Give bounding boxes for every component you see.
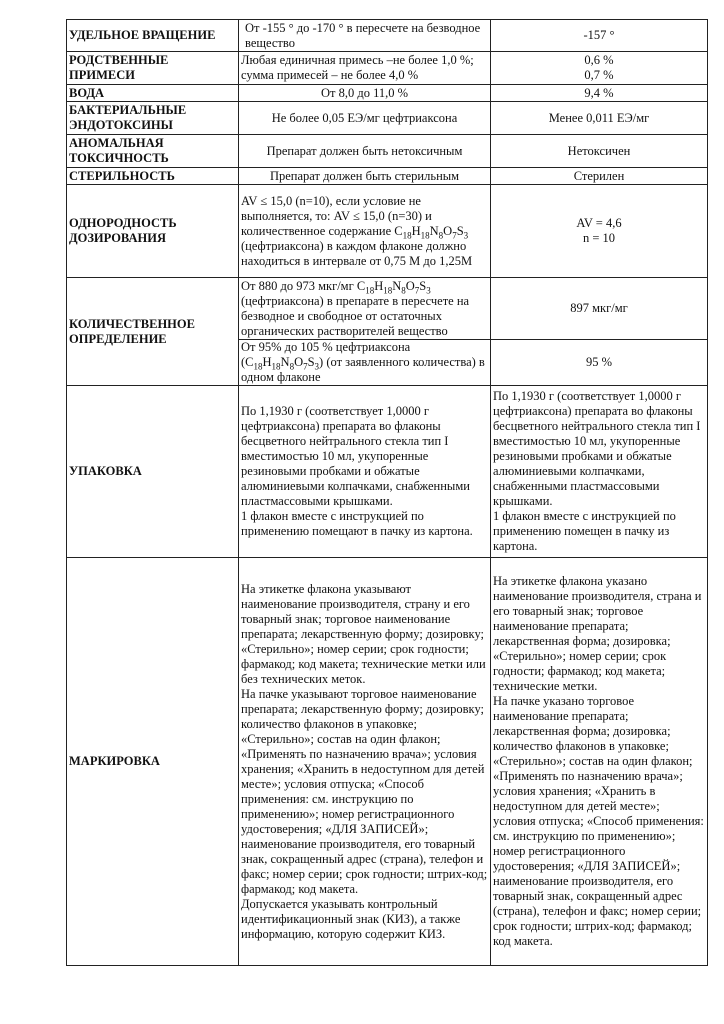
- table-row-packaging: [67, 386, 708, 558]
- norm-line: Любая единичная примесь –не более 1,0 %;: [241, 53, 474, 67]
- norm-cell: Препарат должен быть нетоксичным: [239, 135, 491, 168]
- norm-cell: [239, 52, 491, 85]
- norm-line: сумма примесей – не более 4,0 %: [241, 68, 419, 82]
- result-cell: На этикетке флакона указано наименование производителя, страна и его товарный знак; торговое наименование препарата; лекарственная форма; дозировка; «Стерильно»; номер серии; срок годности; фармакод; код макета; технические метки. На пачке указано торговое наименование препарата; лекарственная форма; дозировка; количество флаконов в упаковке; «Стерильно»; состав на один флакон; «Применять по назначению врача»; условия хранения; «Хранить в недоступном для детей месте»; условия отпуска; «Способ применения: см. инструкцию по применению»; номер регистрационного удостоверения; «ДЛЯ ЗАПИСЕЙ»; наименование производителя, его товарный знак, сокращенный адрес (страна), телефон и факс; номер серии; срок годности; штрих-код; фармакод; код макета.: [491, 558, 708, 966]
- norm-cell: AV ≤ 15,0 (n=10), если условие не выполняется, то: AV ≤ 15,0 (n=30) и количественное содержание $C_{18}H_{18}N_8O_7S_3$ (цефтриаксона) в каждом флаконе должно находиться в интервале от 0,75 М до 1,25М: [239, 185, 491, 278]
- result-line: AV = 4,6: [576, 216, 622, 230]
- param-cell: УПАКОВКА: [67, 386, 239, 558]
- result-line: n = 10: [582, 231, 616, 245]
- table-row-labeling: [67, 558, 708, 966]
- norm-text: AV ≤ 15,0 (n=10), если условие не выполняется, то: AV ≤ 15,0 (n=30) и количественное содержание C: [241, 193, 432, 238]
- result-cell: [491, 52, 708, 85]
- table-row-water: [67, 85, 708, 102]
- norm-cell: По 1,1930 г (соответствует 1,0000 г цефтриаксона) препарата во флаконы бесцветного нейтрального стекла тип I вместимостью 10 мл, укупоренные резиновыми пробками и обжатые алюминиевыми колпачками, снабженными пластмассовыми крышками. 1 флакон вместе с инструкцией по применению помещают в пачку из картона.: [239, 386, 491, 558]
- result-cell: 95 %: [491, 340, 708, 386]
- result-cell: Менее 0,011 ЕЭ/мг: [491, 102, 708, 135]
- param-cell: РОДСТВЕННЫЕ ПРИМЕСИ: [67, 52, 239, 85]
- result-cell: [491, 185, 708, 278]
- param-cell: БАКТЕРИАЛЬНЫЕ ЭНДОТОКСИНЫ: [67, 102, 239, 135]
- param-cell: КОЛИЧЕСТВЕННОЕ ОПРЕДЕЛЕНИЕ: [67, 278, 239, 386]
- norm-cell: Препарат должен быть стерильным: [239, 168, 491, 185]
- table-row-sterility: [67, 168, 708, 185]
- param-cell: ОДНОРОДНОСТЬ ДОЗИРОВАНИЯ: [67, 185, 239, 278]
- result-cell: 897 мкг/мг: [491, 278, 708, 340]
- result-cell: 9,4 %: [491, 85, 708, 102]
- result-cell: Стерилен: [491, 168, 708, 185]
- norm-text: (цефтриаксона) в каждом флаконе должно находиться в интервале от 0,75 М до 1,25М: [241, 238, 473, 268]
- result-cell: -157 °: [491, 20, 708, 52]
- table-row-assay: [67, 278, 708, 340]
- specification-table: [66, 19, 708, 966]
- table-row-endotoxins: [67, 102, 708, 135]
- norm-cell: Не более 0,05 ЕЭ/мг цефтриаксона: [239, 102, 491, 135]
- result-line: 0,6 %: [584, 53, 614, 67]
- table-row-specific-rotation: [67, 20, 708, 52]
- norm-cell: От -155 ° до -170 ° в пересчете на безводное вещество: [239, 20, 491, 52]
- result-cell: По 1,1930 г (соответствует 1,0000 г цефтриаксона) препарата во флаконы бесцветного нейтрального стекла тип I вместимостью 10 мл, укупоренные резиновыми пробками и обжатые алюминиевыми колпачками, снабженными пластмассовыми крышками. 1 флакон вместе с инструкцией по применению помещен в пачку из картона.: [491, 386, 708, 558]
- result-cell: Нетоксичен: [491, 135, 708, 168]
- param-cell: МАРКИРОВКА: [67, 558, 239, 966]
- param-cell: СТЕРИЛЬНОСТЬ: [67, 168, 239, 185]
- norm-cell: От 880 до 973 мкг/мг $C_{18}H_{18}N_8O_7S_3$ (цефтриаксона) в препарате в пересчете на безводное и свободное от остаточных органических растворителей вещество: [239, 278, 491, 340]
- norm-cell: От 95% до 105 % цефтриаксона $(C_{18}H_{18}N_8O_7S_3)$ (от заявленного количества) в одном флаконе: [239, 340, 491, 386]
- table-row-dosage-uniformity: [67, 185, 708, 278]
- table-row-related-impurities: [67, 52, 708, 85]
- param-cell: ВОДА: [67, 85, 239, 102]
- norm-cell: На этикетке флакона указывают наименование производителя, страну и его товарный знак; торговое наименование препарата; лекарственную форму; дозировку; «Стерильно»; номер серии; срок годности; фармакод; код макета; технические метки или без технических меток. На пачке указывают торговое наименование препарата; лекарственную форму; дозировку; количество флаконов в упаковке; «Стерильно»; состав на один флакон; «Применять по назначению врача»; условия хранения; «Хранить в недоступном для детей месте»; условия отпуска; «Способ применения: см. инструкцию по применению»; номер регистрационного удостоверения; «ДЛЯ ЗАПИСЕЙ»; наименование производителя, его товарный знак, сокращенный адрес (страна), телефон и факс; номер серии; срок годности; штрих-код; фармакод; код макета. Допускается указывать контрольный идентификационный знак (КИЗ), а также информацию, которую содержит КИЗ.: [239, 558, 491, 966]
- result-line: 0,7 %: [584, 68, 614, 82]
- param-cell: АНОМАЛЬНАЯ ТОКСИЧНОСТЬ: [67, 135, 239, 168]
- table-row-abnormal-toxicity: [67, 135, 708, 168]
- norm-cell: От 8,0 до 11,0 %: [239, 85, 491, 102]
- param-cell: УДЕЛЬНОЕ ВРАЩЕНИЕ: [67, 20, 239, 52]
